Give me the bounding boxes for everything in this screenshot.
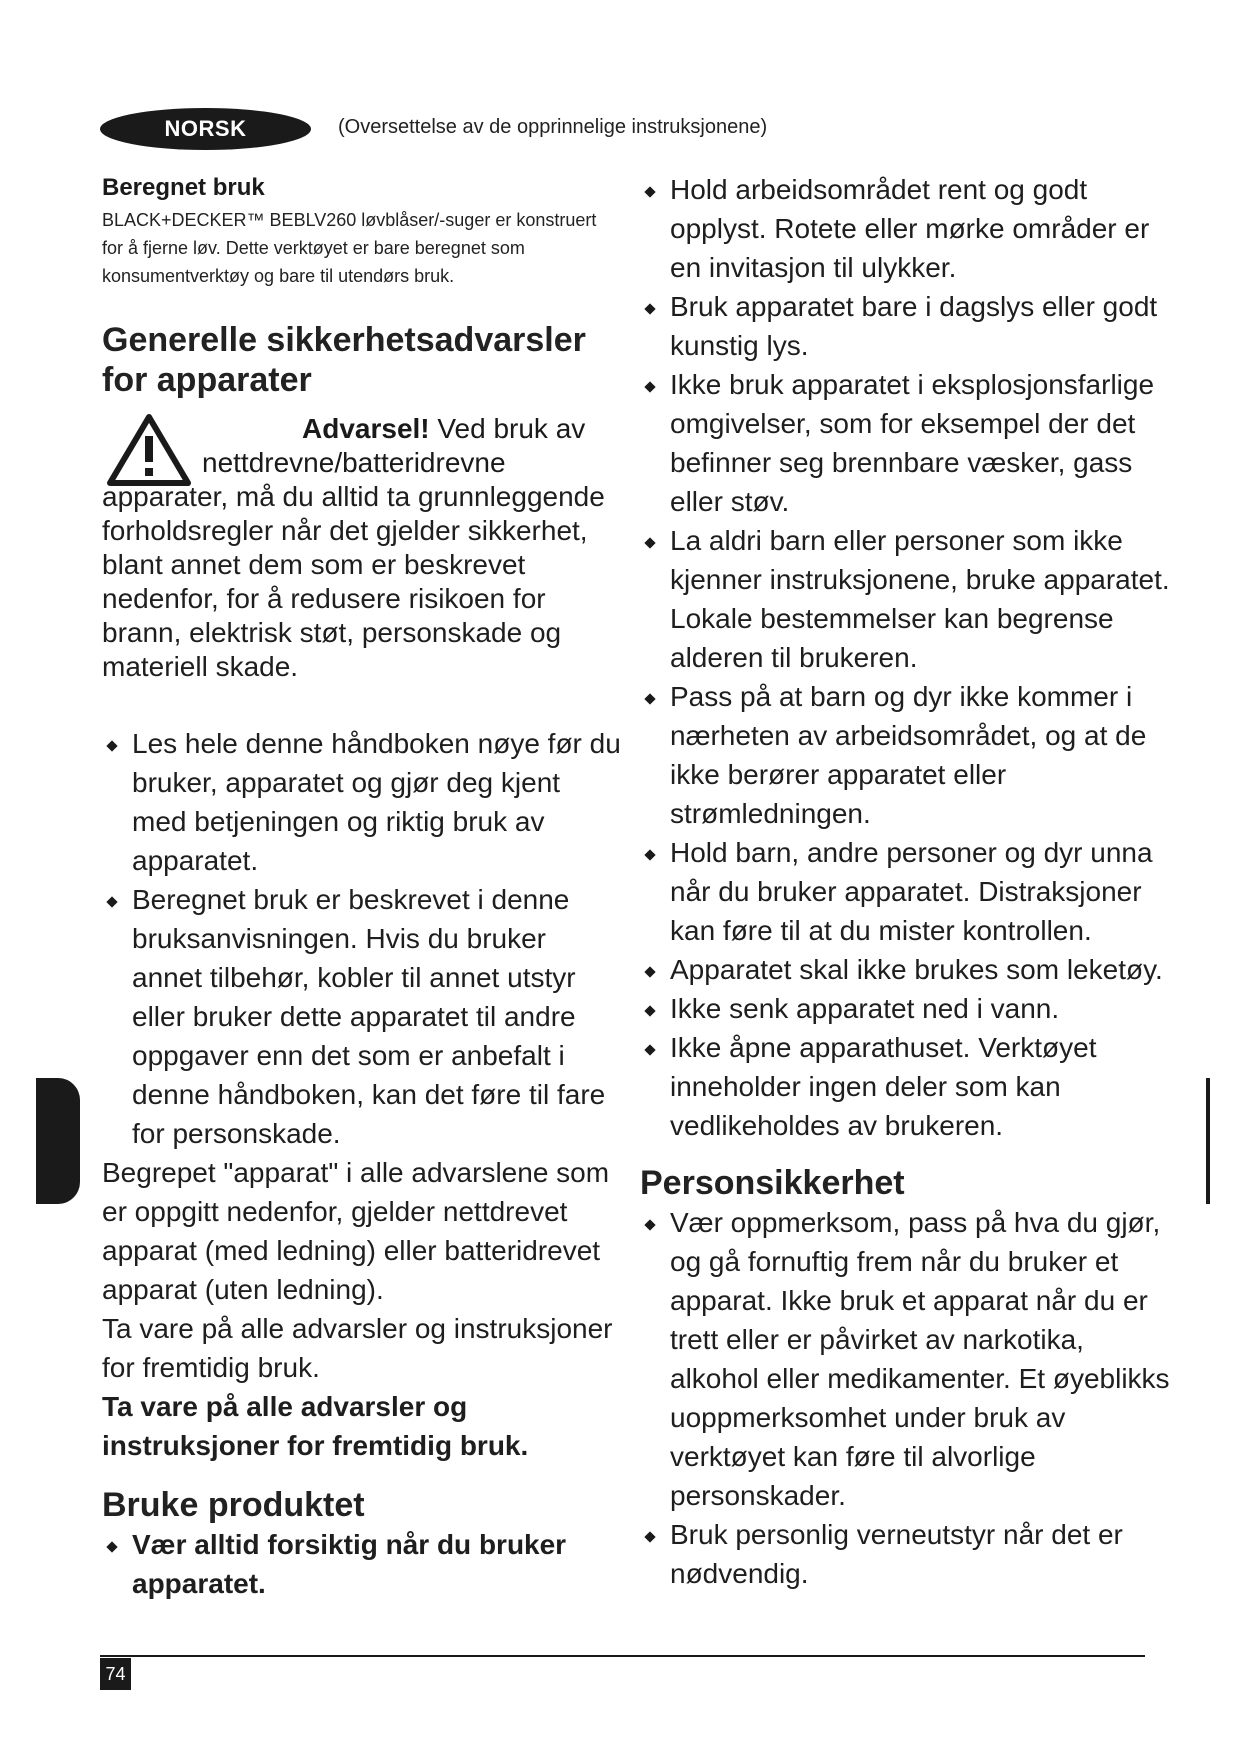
- list-item: Apparatet skal ikke brukes som leketøy.: [640, 950, 1180, 989]
- right-column: [640, 170, 1180, 1593]
- list-item: Les hele denne håndboken nøye før du bruker, apparatet og gjør deg kjent med betjeningen og riktig bruk av apparatet.: [102, 724, 622, 880]
- list-item: Hold arbeidsområdet rent og godt opplyst. Rotete eller mørke områder er en invitasjon til ulykker.: [640, 170, 1180, 287]
- list-item: Ikke senk apparatet ned i vann.: [640, 989, 1180, 1028]
- warning-label: Advarsel!: [302, 413, 430, 444]
- list-item: Hold barn, andre personer og dyr unna når du bruker apparatet. Distraksjoner kan føre til at du mister kontrollen.: [640, 833, 1180, 950]
- right-edge-marker: [1206, 1078, 1210, 1204]
- footer-rule: [100, 1655, 1145, 1657]
- intended-use-line-3: konsumentverktøy og bare til utendørs bruk.: [102, 266, 455, 286]
- intended-use-line-1: BLACK+DECKER™ BEBLV260 løvblåser/-suger er konstruert: [102, 210, 597, 230]
- list-item: Vær alltid forsiktig når du bruker apparatet.: [102, 1525, 622, 1603]
- use-product-heading: Bruke produktet: [102, 1486, 365, 1524]
- intended-use-title: Beregnet bruk: [102, 174, 265, 201]
- list-item: Bruk apparatet bare i dagslys eller godt kunstig lys.: [640, 287, 1180, 365]
- side-tab-marker: [36, 1078, 80, 1204]
- term-paragraph: Begrepet "apparat" i alle advarslene som er oppgitt nedenfor, gjelder nettdrevet apparat (med ledning) eller batteridrevet apparat (uten ledning).: [102, 1157, 610, 1305]
- left-column: [102, 170, 622, 1603]
- warning-text: apparater, må du alltid ta grunnleggende forholdsregler når det gjelder sikkerhet, blant annet dem som er beskrevet nedenfor, for å redusere risikoen for brann, elektrisk støt, personskade og materiell skade.: [102, 481, 605, 682]
- keep-paragraph: Ta vare på alle advarsler og instruksjoner for fremtidig bruk.: [102, 1313, 613, 1383]
- general-bullet-list: [102, 724, 622, 1153]
- warning-line-2: nettdrevne/batteridrevne: [202, 447, 506, 478]
- list-item: Ikke bruk apparatet i eksplosjonsfarlige omgivelser, som for eksempel der det befinner seg brennbare væsker, gass eller støv.: [640, 365, 1180, 521]
- general-heading-line-1: Generelle sikkerhetsadvarsler: [102, 321, 586, 359]
- intended-use-line-2: for å fjerne løv. Dette verktøyet er bare beregnet som: [102, 238, 525, 258]
- list-item: Bruk personlig verneutstyr når det er nødvendig.: [640, 1515, 1180, 1593]
- warning-triangle-icon: [106, 412, 192, 488]
- page-number: 74: [100, 1658, 131, 1690]
- list-item: Vær oppmerksom, pass på hva du gjør, og gå fornuftig frem når du bruker et apparat. Ikke bruk et apparat når du er trett eller er påvirket av narkotika, alkohol eller medikamenter. Et øyeblikks uoppmerksomhet under bruk av verktøyet kan føre til alvorlige personskader.: [640, 1203, 1180, 1515]
- language-badge: NORSK: [100, 108, 311, 150]
- safety-bullet-list: [640, 170, 1180, 1145]
- warning-block: [102, 412, 622, 480]
- list-item: Pass på at barn og dyr ikke kommer i nærheten av arbeidsområdet, og at de ikke berører apparatet eller strømledningen.: [640, 677, 1180, 833]
- translation-note: (Oversettelse av de opprinnelige instruksjonene): [338, 116, 768, 138]
- list-item: Ikke åpne apparathuset. Verktøyet inneholder ingen deler som kan vedlikeholdes av brukeren.: [640, 1028, 1180, 1145]
- personal-safety-heading: Personsikkerhet: [640, 1164, 905, 1202]
- list-item: Beregnet bruk er beskrevet i denne bruksanvisningen. Hvis du bruker annet tilbehør, kobler til annet utstyr eller bruker dette apparatet til andre oppgaver enn det som er anbefalt i denne håndboken, kan det føre til fare for personskade.: [102, 880, 622, 1153]
- use-product-list: [102, 1525, 622, 1603]
- keep-paragraph-bold: Ta vare på alle advarsler og instruksjoner for fremtidig bruk.: [102, 1391, 529, 1461]
- general-heading-line-2: for apparater: [102, 361, 312, 399]
- warning-rest: Ved bruk av: [429, 413, 586, 444]
- personal-safety-list: [640, 1203, 1180, 1593]
- list-item: La aldri barn eller personer som ikke kjenner instruksjonene, bruke apparatet. Lokale bestemmelser kan begrense alderen til brukeren.: [640, 521, 1180, 677]
